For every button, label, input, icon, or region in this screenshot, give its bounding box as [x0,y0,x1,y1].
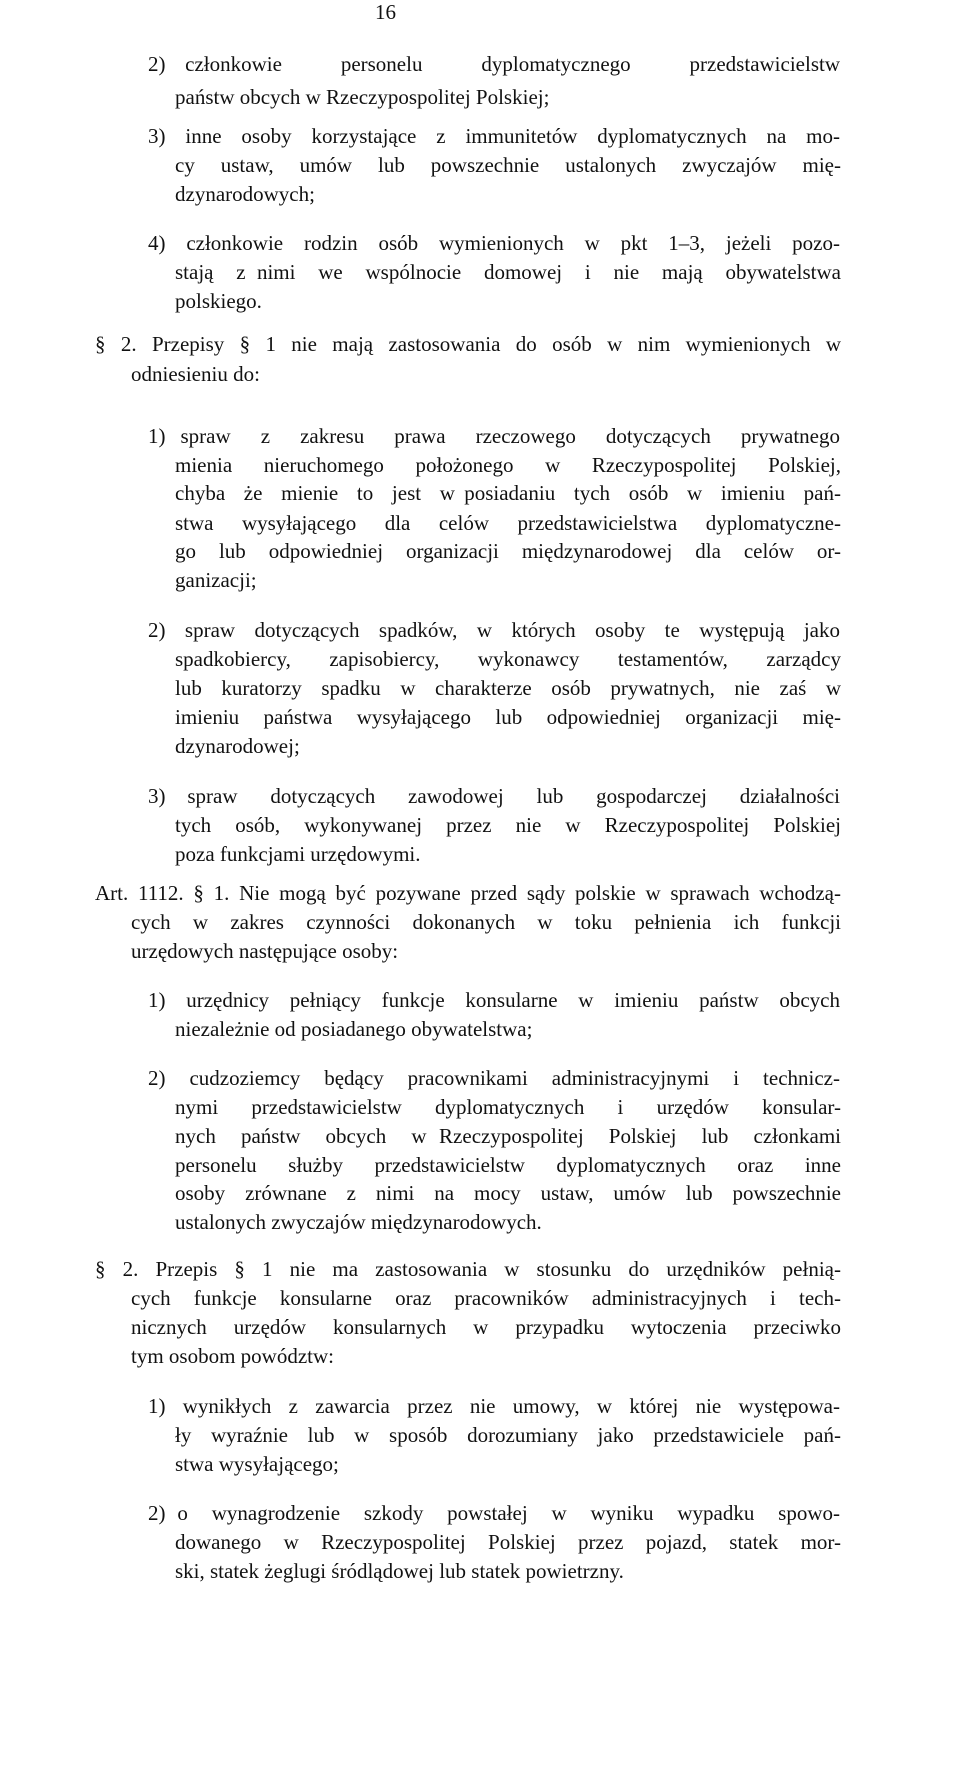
text-line: cy ustaw, umów lub powszechnie ustalonych zwyczajów mię- [175,153,841,177]
text-line: 2) spraw dotyczących spadków, w których osoby te występują jako [148,618,840,642]
text-line: 2) członkowie personelu dyplomatycznego przedstawicielstw [148,52,840,76]
text-line: urzędowych następujące osoby: [131,939,399,963]
text-line: tych osób, wykonywanej przez nie w Rzeczypospolitej Polskiej [175,813,841,837]
text-line: polskiego. [175,289,262,313]
text-line: mienia nieruchomego położonego w Rzeczypospolitej Polskiej, [175,453,841,477]
text-line: spadkobiercy, zapisobiercy, wykonawcy testamentów, zarządcy [175,647,841,671]
text-line: ły wyraźnie lub w sposób dorozumiany jako przedstawiciele pań- [175,1423,841,1447]
text-line: stwa wysyłającego; [175,1452,339,1476]
text-line: nymi przedstawicielstw dyplomatycznych i urzędów konsular- [175,1095,841,1119]
text-line: Art. 1112. § 1. Nie mogą być pozywane przed sądy polskie w sprawach wchodzą- [95,881,841,905]
text-line: 2) cudzoziemcy będący pracownikami administracyjnymi i technicz- [148,1066,840,1090]
text-line: 3) inne osoby korzystające z immunitetów dyplomatycznych na mo- [148,124,840,148]
text-line: imieniu państwa wysyłającego lub odpowiedniej organizacji mię- [175,705,841,729]
text-line: 1) wynikłych z zawarcia przez nie umowy, w której nie występowa- [148,1394,840,1418]
text-line: 4) członkowie rodzin osób wymienionych w pkt 1–3, jeżeli pozo- [148,231,840,255]
text-line: nych państw obcych w Rzeczypospolitej Polskiej lub członkami [175,1124,841,1148]
text-line: tym osobom powództw: [131,1344,334,1368]
text-line: chyba że mienie to jest w posiadaniu tych osób w imieniu pań- [175,481,841,505]
text-line: nicznych urzędów konsularnych w przypadku wytoczenia przeciwko [131,1315,841,1339]
text-line: niezależnie od posiadanego obywatelstwa; [175,1017,533,1041]
text-line: go lub odpowiedniej organizacji międzynarodowej dla celów or- [175,539,841,563]
text-line: poza funkcjami urzędowymi. [175,842,421,866]
text-line: stają z nimi we wspólnocie domowej i nie mają obywatelstwa [175,260,841,284]
text-line: ganizacji; [175,568,257,592]
text-line: personelu służby przedstawicielstw dyplomatycznych oraz inne [175,1153,841,1177]
text-line: cych w zakres czynności dokonanych w toku pełnienia ich funkcji [131,910,841,934]
text-line: ski, statek żeglugi śródlądowej lub statek powietrzny. [175,1559,624,1583]
text-line: lub kuratorzy spadku w charakterze osób prywatnych, nie zaś w [175,676,841,700]
text-line: państw obcych w Rzeczypospolitej Polskiej; [175,85,550,109]
text-line: dzynarodowych; [175,182,315,206]
text-line: 3) spraw dotyczących zawodowej lub gospodarczej działalności [148,784,840,808]
text-line: dowanego w Rzeczypospolitej Polskiej przez pojazd, statek mor- [175,1530,841,1554]
text-line: § 2. Przepisy § 1 nie mają zastosowania do osób w nim wymienionych w [95,332,841,356]
page-number: 16 [375,0,396,24]
text-line: dzynarodowej; [175,734,300,758]
text-line: odniesieniu do: [131,362,260,386]
text-line: cych funkcje konsularne oraz pracowników administracyjnych i tech- [131,1286,841,1310]
text-line: osoby zrównane z nimi na mocy ustaw, umów lub powszechnie [175,1181,841,1205]
text-line: 2) o wynagrodzenie szkody powstałej w wyniku wypadku spowo- [148,1501,840,1525]
text-line: 1) spraw z zakresu prawa rzeczowego dotyczących prywatnego [148,424,840,448]
text-line: stwa wysyłającego dla celów przedstawicielstwa dyplomatyczne- [175,511,841,535]
text-line: § 2. Przepis § 1 nie ma zastosowania w stosunku do urzędników pełnią- [95,1257,841,1281]
text-line: 1) urzędnicy pełniący funkcje konsularne w imieniu państw obcych [148,988,840,1012]
text-line: ustalonych zwyczajów międzynarodowych. [175,1210,542,1234]
